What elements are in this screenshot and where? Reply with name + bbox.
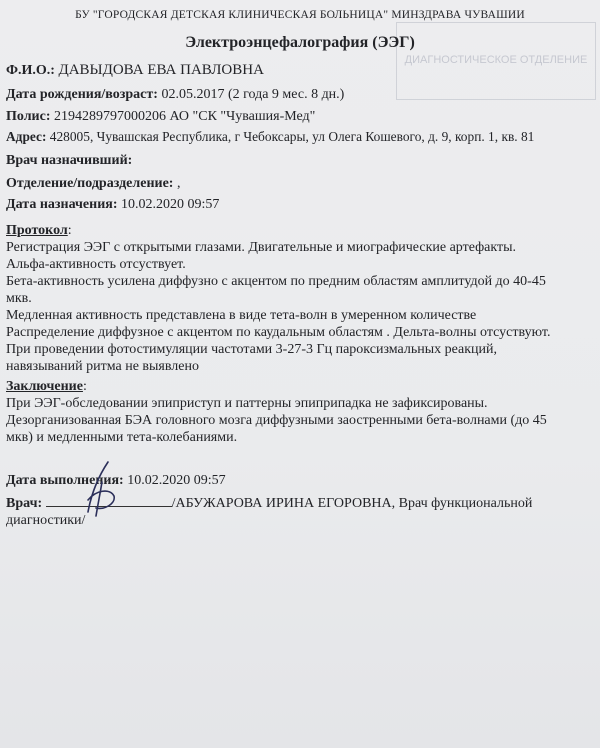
conclusion-line: Дезорганизованная БЭА головного мозга диффузными заостренными бета-волнами (до 45: [6, 413, 547, 428]
protocol-line: Альфа-активность отсуствует.: [6, 257, 186, 272]
stamp-text: ДИАГНОСТИЧЕСКОЕ ОТДЕЛЕНИЕ: [404, 54, 588, 66]
policy-row: [6, 108, 594, 125]
dob-value: 02.05.2017 (2 года 9 мес. 8 дн.): [161, 87, 345, 102]
protocol-line: мкв.: [6, 291, 32, 306]
conclusion-line: мкв) и медленными тета-колебаниями.: [6, 430, 238, 445]
department-row: [6, 175, 594, 192]
address-row: [6, 128, 594, 145]
doctor-value-continued: диагностики/: [6, 513, 86, 528]
address-value: 428005, Чувашская Республика, г Чебоксары, ул Олега Кошевого, д. 9, корп. 1, кв. 81: [49, 129, 535, 144]
referring-doctor-label: Врач назначивший:: [6, 153, 133, 168]
protocol-heading: Протокол: [6, 223, 68, 238]
appointment-label: Дата назначения:: [6, 197, 118, 212]
doctor-value: /АБУЖАРОВА ИРИНА ЕГОРОВНА, Врач функциональной: [171, 496, 533, 511]
performed-label: Дата выполнения:: [6, 473, 124, 488]
appointment-row: [6, 196, 594, 213]
address-label: Адрес:: [6, 129, 47, 144]
patient-name-row: [6, 62, 594, 79]
protocol-line: Медленная активность представлена в виде тета-волн в умеренном количестве: [6, 308, 477, 323]
dob-label: Дата рождения/возраст:: [6, 87, 158, 102]
referring-doctor-row: [6, 152, 594, 169]
appointment-value: 10.02.2020 09:57: [121, 197, 220, 212]
protocol-line: Распределение диффузное с акцентом по каудальным областям . Дельта-волны отсуствуют.: [6, 325, 551, 340]
policy-label: Полис:: [6, 109, 51, 124]
conclusion-heading: Заключение: [6, 379, 83, 394]
conclusion-section: Заключение: При ЭЭГ-обследовании эпиприступ и паттерны эпиприпадка не зафиксированы. Дезорганизованная БЭА головного мозга диффузными заостренными бета-волнами (до 45 мкв) и медленными тета-колебаниями.: [6, 378, 594, 446]
conclusion-line: При ЭЭГ-обследовании эпиприступ и паттерны эпиприпадка не зафиксированы.: [6, 396, 488, 411]
document-title: Электроэнцефалография (ЭЭГ): [185, 34, 415, 51]
performed-value: 10.02.2020 09:57: [127, 473, 226, 488]
protocol-line: При проведении фотостимуляции частотами 3-27-3 Гц пароксизмальных реакций,: [6, 342, 498, 357]
department-value: ,: [176, 176, 181, 191]
protocol-line: Бета-активность усилена диффузно с акцентом по предним областям амплитудой до 40-45: [6, 274, 546, 289]
fio-label: Ф.И.О.:: [6, 63, 55, 78]
fio-value: ДАВЫДОВА ЕВА ПАВЛОВНА: [58, 62, 264, 78]
dob-row: [6, 86, 594, 103]
department-label: Отделение/подразделение:: [6, 176, 174, 191]
handwritten-signature: [70, 460, 130, 520]
protocol-section: Протокол: Регистрация ЭЭГ с открытыми глазами. Двигательные и миографические артефакты. Альфа-активность отсуствует. Бета-активность усилена диффузно с акцентом по предним областям амплитудой до 40-45 мкв. Медленная активность представлена в виде тета-волн в умеренном количестве Распределение диффузное с акцентом по каудальным областям . Дельта-волны отсуствуют. При проведении фотостимуляции частотами 3-27-3 Гц пароксизмальных реакций, навязываний ритма не выявлено: [6, 222, 594, 375]
protocol-line: Регистрация ЭЭГ с открытыми глазами. Двигательные и миографические артефакты.: [6, 240, 517, 255]
protocol-line: навязываний ритма не выявлено: [6, 359, 199, 374]
doctor-label: Врач:: [6, 496, 43, 511]
organization-name: БУ "ГОРОДСКАЯ ДЕТСКАЯ КЛИНИЧЕСКАЯ БОЛЬНИЦА" МИНЗДРАВА ЧУВАШИИ: [75, 9, 525, 21]
policy-value: 2194289797000206 АО "СК "Чувашия-Мед": [54, 109, 316, 124]
